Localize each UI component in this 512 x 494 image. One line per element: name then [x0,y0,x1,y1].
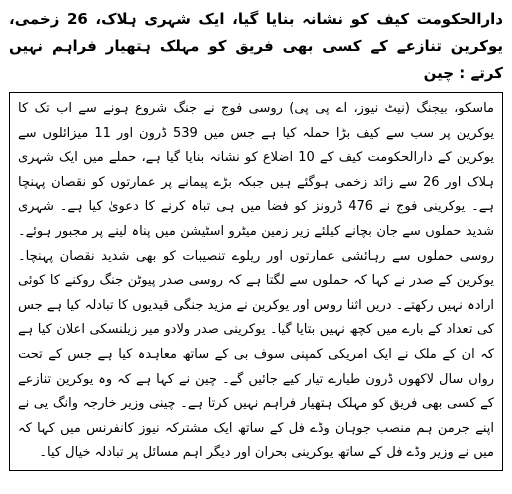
article-body-box [9,92,503,471]
headline: دارالحکومت کیف کو نشانہ بنایا گیا، ایک شہری ہلاک، 26 زخمی، یوکرین تنازعے کے کسی بھی فریق کو مہلک ہتھیار فراہم نہیں کرتے : چین [9,10,503,82]
article-body: ماسکو، بیجنگ (نیٹ نیوز، اے پی پی) روسی فوج نے جنگ شروع ہونے سے اب تک کا یوکرین پر سب سے کیف بڑا حملہ کیا ہے جس میں 539 ڈرون اور 11 میزائلوں سے یوکرین کے دارالحکومت کیف کے 10 اضلاع کو نشانہ بنایا گیا ہے، حملے میں ایک شہری ہلاک اور 26 سے زائد زخمی ہوگئے ہیں جبکہ بڑے پیمانے پر عمارتوں کو نقصان پہنچا ہے۔ یوکرینی فوج نے 476 ڈرونز کو فضا میں ہی تباہ کرنے کا دعویٰ کیا ہے۔ شہری شدید حملوں سے جان بچانے کیلئے زیر زمین میٹرو اسٹیشن میں پناہ لینے پر مجبور ہوئے۔ روسی حملوں سے رہائشی عمارتوں اور ریلوے تنصیبات کو بھی شدید نقصان پہنچا۔ یوکرین کے صدر نے کہا کہ حملوں سے لگتا ہے کہ روسی صدر پیوٹن جنگ روکنے کا کوئی ارادہ نہیں رکھتے۔ دریں اثنا روس اور یوکرین نے مزید جنگی قیدیوں کا تبادلہ کیا ہے جس کی تعداد کے بارے میں کچھ نہیں بتایا گیا۔ یوکرینی صدر ولادو میر زیلنسکی اعلان کیا ہے کہ ان کے ملک نے ایک امریکی کمپنی سوف بی کے ساتھ معاہدہ کیا ہے جس کے تحت رواں سال لاکھوں ڈرون طیارے تیار کیے جائیں گے۔ چین نے کہا ہے کہ وہ یوکرین تنازعے کے کسی بھی فریق کو مہلک ہتھیار فراہم نہیں کرتا ہے۔ چینی وزیر خارجہ وانگ یی نے اپنے جرمن ہم منصب جوہان وڈے فل کے ساتھ ایک مشترکہ نیوز کانفرنس میں کہا کہ میں نے وزیر وڈے فل کے ساتھ یوکرینی بحران اور دیگر اہم مسائل پر تبادلہ خیال کیا۔ [18,101,494,461]
